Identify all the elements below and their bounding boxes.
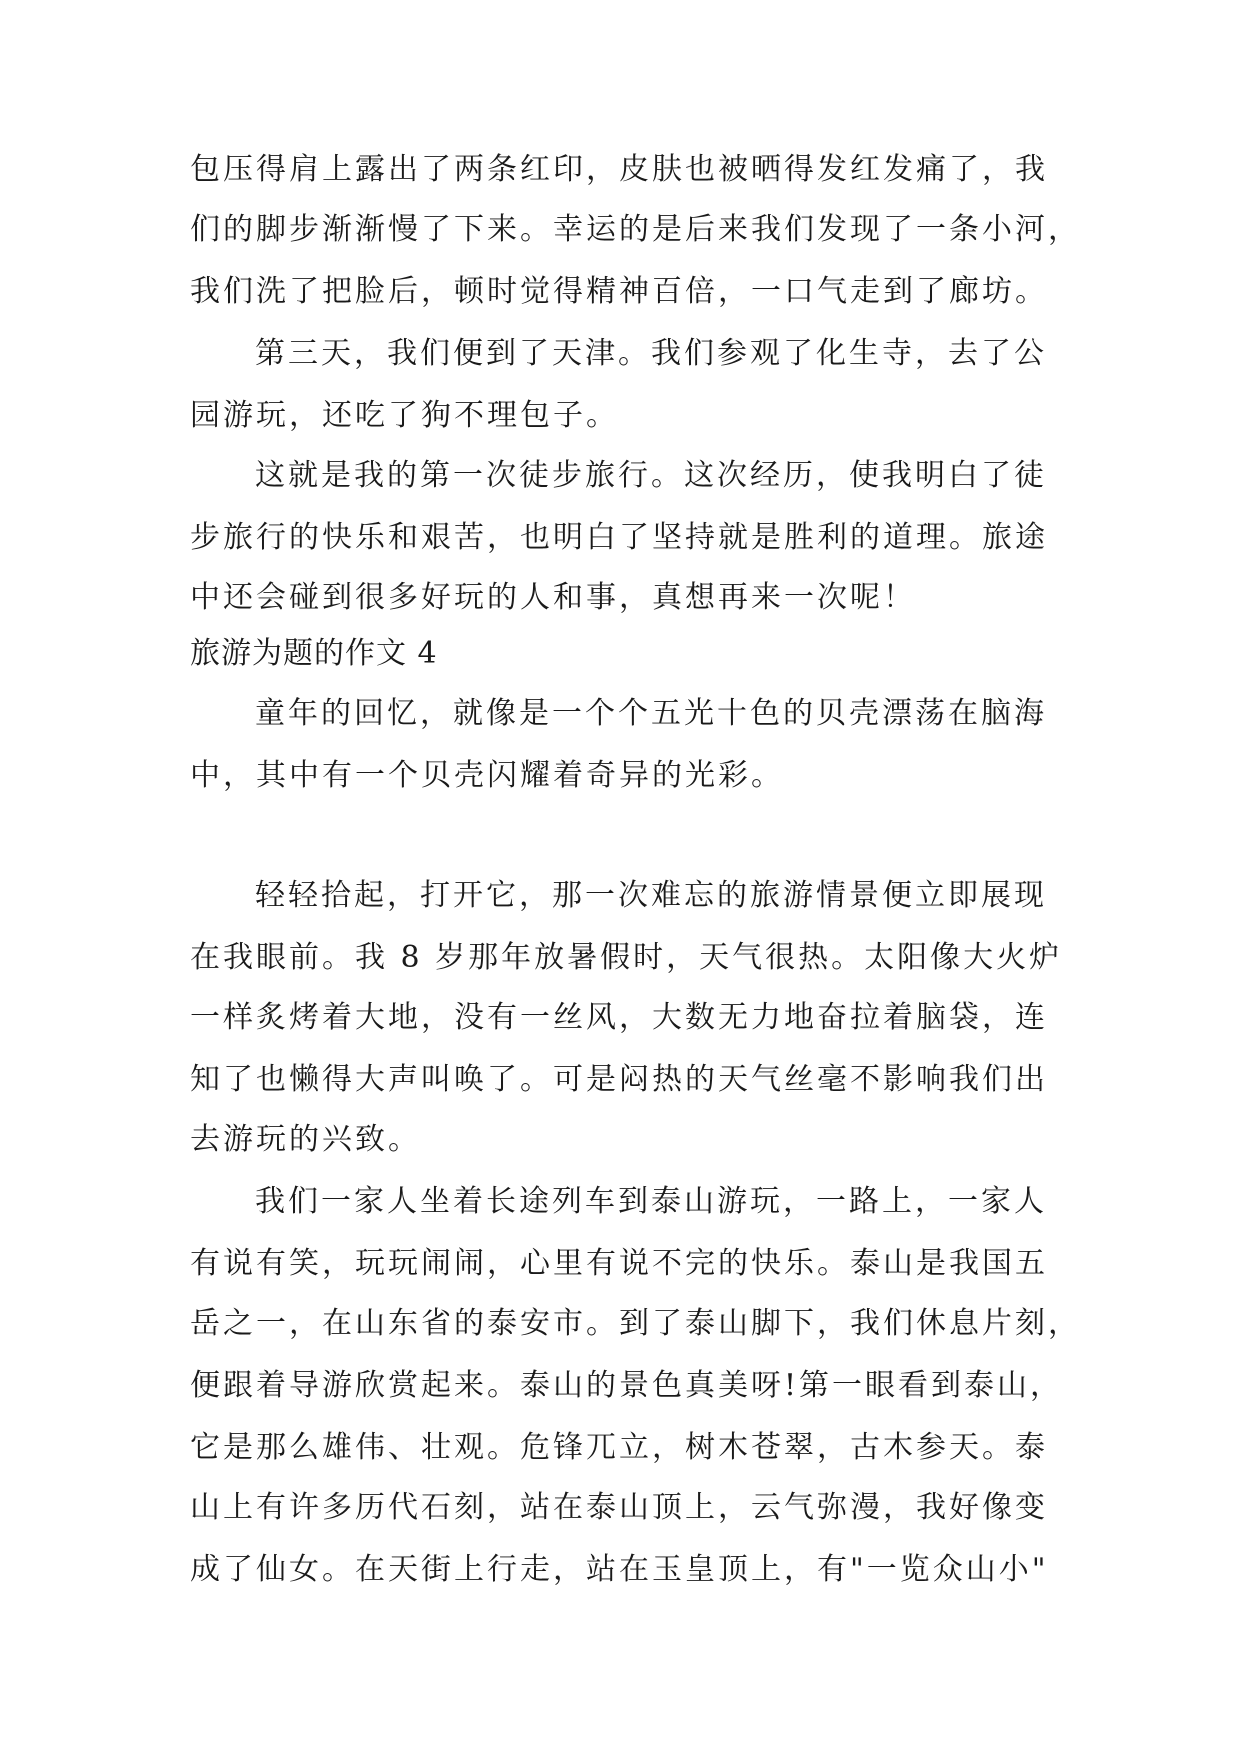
- text-line: 有说有笑，玩玩闹闹，心里有说不完的快乐。泰山是我国五: [190, 1246, 1048, 1281]
- paragraph-start-line: 我们一家人坐着长途列车到泰山游玩，一路上，一家人: [255, 1184, 1047, 1219]
- paragraph-start-line: 轻轻拾起，打开它，那一次难忘的旅游情景便立即展现: [255, 878, 1047, 913]
- text-line: 步旅行的快乐和艰苦，也明白了坚持就是胜利的道理。旅途: [190, 520, 1048, 555]
- text-line: 中，其中有一个贝壳闪耀着奇异的光彩。: [190, 758, 784, 793]
- text-line: 们的脚步渐渐慢了下来。幸运的是后来我们发现了一条小河，: [190, 212, 1081, 247]
- paragraph-start-line: 第三天，我们便到了天津。我们参观了化生寺，去了公: [255, 336, 1047, 371]
- text-line: 包压得肩上露出了两条红印，皮肤也被晒得发红发痛了，我: [190, 152, 1048, 187]
- text-line: 岳之一，在山东省的泰安市。到了泰山脚下，我们休息片刻，: [190, 1306, 1081, 1341]
- text-line: 中还会碰到很多好玩的人和事，真想再来一次呢！: [190, 580, 916, 615]
- text-line: 一样炙烤着大地，没有一丝风，大数无力地奋拉着脑袋，连: [190, 1000, 1048, 1035]
- section-heading: 旅游为题的作文 4: [190, 636, 438, 671]
- text-line: 便跟着导游欣赏起来。泰山的景色真美呀!第一眼看到泰山，: [190, 1368, 1064, 1403]
- text-line: 去游玩的兴致。: [190, 1122, 421, 1157]
- text-line: 在我眼前。我 8 岁那年放暑假时，天气很热。太阳像大火炉: [190, 940, 1063, 975]
- text-line: 山上有许多历代石刻，站在泰山顶上，云气弥漫，我好像变: [190, 1490, 1048, 1525]
- text-line: 我们洗了把脸后，顿时觉得精神百倍，一口气走到了廊坊。: [190, 274, 1048, 309]
- text-line: 成了仙女。在天街上行走，站在玉皇顶上，有"一览众山小": [190, 1552, 1049, 1587]
- paragraph-start-line: 这就是我的第一次徒步旅行。这次经历，使我明白了徒: [255, 458, 1047, 493]
- text-line: 它是那么雄伟、壮观。危锋兀立，树木苍翠，古木参天。泰: [190, 1430, 1048, 1465]
- text-line: 园游玩，还吃了狗不理包子。: [190, 398, 619, 433]
- text-line: 知了也懒得大声叫唤了。可是闷热的天气丝毫不影响我们出: [190, 1062, 1048, 1097]
- paragraph-start-line: 童年的回忆，就像是一个个五光十色的贝壳漂荡在脑海: [255, 696, 1047, 731]
